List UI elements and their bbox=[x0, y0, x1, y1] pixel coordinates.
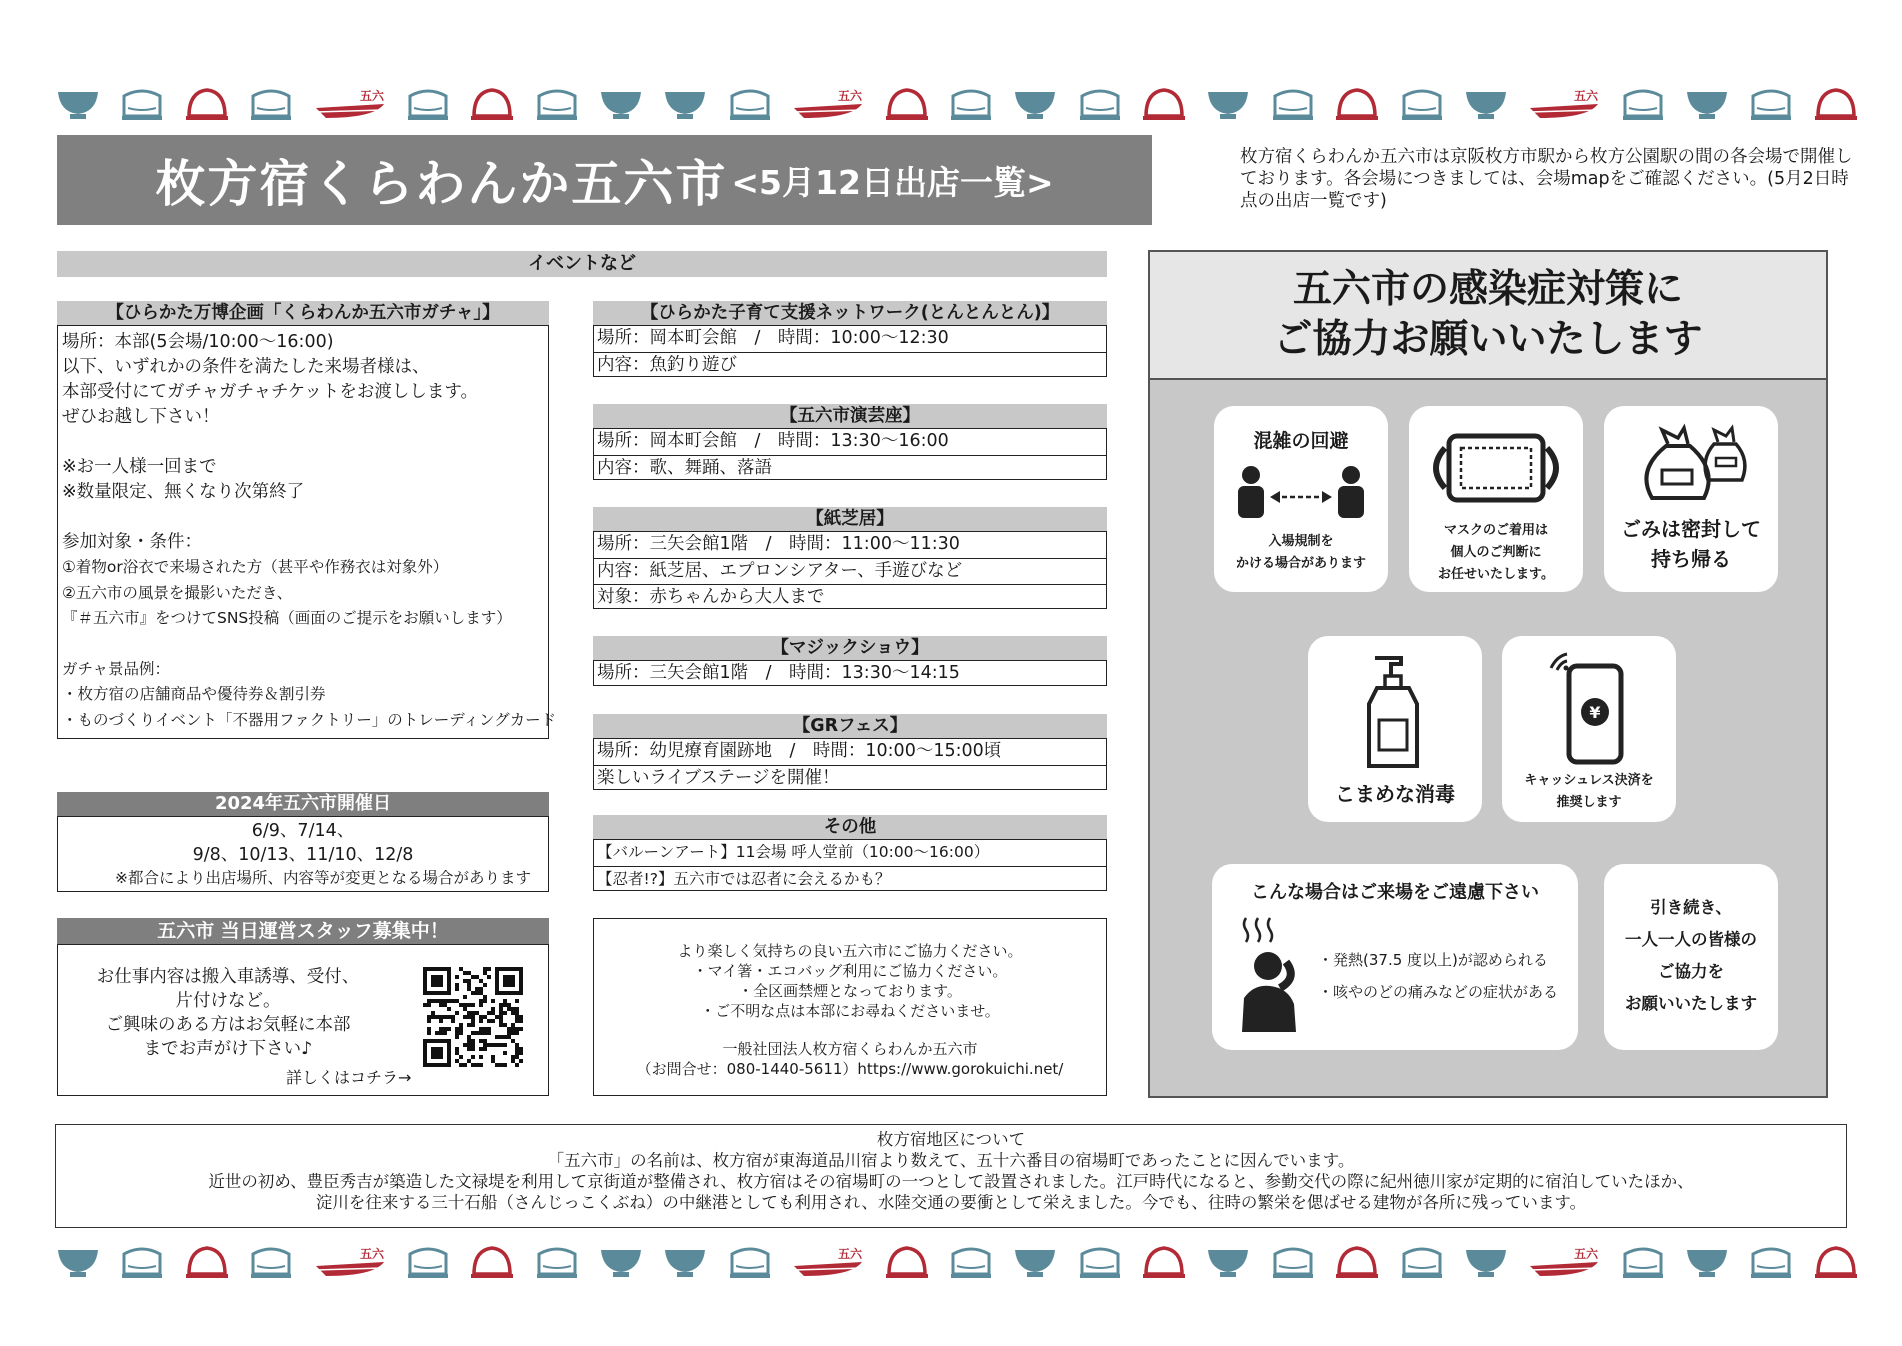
card-thanks-line-1: 引き続き、 bbox=[1650, 898, 1732, 917]
cup-icon bbox=[404, 86, 452, 122]
program-title: 【マジックショウ】 bbox=[593, 636, 1107, 660]
gacha-line: ①着物or浴衣で来場された方（甚平や作務衣は対象外） bbox=[62, 558, 449, 576]
infection-title-line-2: ご協力お願いいたします bbox=[1273, 317, 1703, 362]
brand-mark-text: 五六 bbox=[359, 89, 384, 103]
program-panel bbox=[593, 839, 1107, 891]
card-sanitize-title: こまめな消毒 bbox=[1335, 782, 1455, 806]
cup-icon bbox=[118, 1244, 166, 1280]
rice-bowl-icon bbox=[1812, 86, 1860, 122]
card-thanks-line-4: お願いいたします bbox=[1625, 994, 1757, 1013]
gacha-line: 本部受付にてガチャガチャチケットをお渡しします。 bbox=[62, 382, 478, 402]
card-thanks-line-2: 一人一人の皆様の bbox=[1625, 930, 1757, 949]
mask-tablet-icon bbox=[1421, 428, 1571, 508]
gacha-line bbox=[62, 632, 548, 657]
smartphone-payment-icon bbox=[1539, 646, 1639, 766]
rice-bowl-icon bbox=[183, 86, 231, 122]
qr-code-graphic bbox=[423, 967, 523, 1067]
rice-bowl-icon bbox=[883, 86, 931, 122]
card-sanitize bbox=[1308, 636, 1482, 822]
schedule-dates-1: 6/9、7/14、 bbox=[251, 821, 355, 841]
staff-line-2: 片付けなど。 bbox=[175, 991, 281, 1011]
bowl-icon bbox=[54, 86, 102, 122]
gacha-line: 以下、いずれかの条件を満たした来場者様は、 bbox=[62, 357, 430, 377]
cup-icon bbox=[1269, 1244, 1317, 1280]
social-distance-icon bbox=[1226, 461, 1376, 521]
program-line: 場所：三矢会館1階 / 時間：11:00〜11:30 bbox=[594, 532, 1106, 559]
boat-icon bbox=[790, 86, 866, 122]
staff-body bbox=[68, 965, 388, 1061]
gacha-line: ※お一人様一回まで bbox=[62, 457, 217, 477]
gacha-line: ②五六市の風景を撮影いただき、 bbox=[62, 583, 293, 602]
brand-mark-text: 五六 bbox=[359, 1247, 384, 1261]
notice-line-1: より楽しく気持ちの良い五六市にご協力ください。 bbox=[677, 942, 1023, 960]
gacha-title: 【ひらかた万博企画「くらわんか五六市ガチャ」】 bbox=[57, 301, 549, 325]
card-mask-line-3: お任せいたします。 bbox=[1438, 567, 1554, 582]
rice-bowl-icon bbox=[883, 1244, 931, 1280]
staff-line-4: までお声がけ下さい♪ bbox=[143, 1039, 313, 1059]
card-refrain-title: こんな場合はご来場をご遠慮下さい bbox=[1251, 882, 1539, 903]
program-panel bbox=[593, 531, 1107, 609]
infection-control-panel bbox=[1148, 250, 1828, 1098]
card-refrain bbox=[1212, 864, 1578, 1050]
bowl-icon bbox=[1462, 86, 1510, 122]
staff-panel bbox=[57, 944, 549, 1096]
card-avoid-crowds bbox=[1214, 406, 1388, 592]
brand-mark-text: 五六 bbox=[838, 89, 863, 103]
gacha-line: 『＃五六市』をつけてSNS投稿（画面のご提示をお願いします） bbox=[62, 609, 512, 627]
gacha-line: ぜひお越し下さい！ bbox=[62, 407, 220, 427]
card-refrain-line-1: ・発熱(37.5 度以上)が認められる bbox=[1318, 951, 1548, 969]
bowl-icon bbox=[597, 86, 645, 122]
brand-mark-text: 五六 bbox=[1574, 89, 1599, 103]
gacha-line: 参加対象・条件： bbox=[62, 532, 202, 552]
card-avoid-crowds-note-2: かける場合があります bbox=[1235, 556, 1366, 571]
gacha-line: ※数量限定、無くなり次第終了 bbox=[62, 482, 305, 502]
bowl-icon bbox=[1011, 1244, 1059, 1280]
notice-panel bbox=[593, 918, 1107, 1096]
staff-line-1: お仕事内容は搬入車誘導、受付、 bbox=[96, 967, 360, 987]
gacha-line bbox=[62, 430, 548, 455]
boat-icon bbox=[312, 86, 388, 122]
top-decoration-band bbox=[54, 80, 1860, 122]
program-line: 対象：赤ちゃんから大人まで bbox=[597, 587, 825, 607]
staff-link[interactable]: 詳しくはコチラ→ bbox=[286, 1068, 412, 1087]
schedule-panel bbox=[57, 816, 549, 892]
card-thanks-line-3: ご協力を bbox=[1658, 962, 1724, 981]
boat-icon bbox=[1526, 1244, 1602, 1280]
card-avoid-crowds-note-1: 入場規制を bbox=[1268, 534, 1334, 549]
cup-icon bbox=[1747, 1244, 1795, 1280]
card-garbage-line-1: ごみは密封して bbox=[1621, 517, 1761, 541]
cup-icon bbox=[947, 86, 995, 122]
rice-bowl-icon bbox=[1140, 86, 1188, 122]
card-mask-line-1: マスクのご着用は bbox=[1443, 523, 1548, 538]
district-line-1: 「五六市」の名前は、枚方宿が東海道品川宿より数えて、五十六番目の宿場町であったことに因んでいます。 bbox=[547, 1151, 1355, 1170]
program-panel bbox=[593, 660, 1107, 686]
program-line: 内容：歌、舞踊、落語 bbox=[597, 457, 772, 478]
cup-icon bbox=[1076, 86, 1124, 122]
rice-bowl-icon bbox=[468, 86, 516, 122]
brand-mark-text: 五六 bbox=[1574, 1247, 1599, 1261]
page-title-date: <5月12日出店一覧> bbox=[731, 162, 1054, 202]
card-cashless-line-1: キャッシュレス決済を bbox=[1524, 773, 1654, 788]
rice-bowl-icon bbox=[468, 1244, 516, 1280]
cup-icon bbox=[404, 1244, 452, 1280]
bowl-icon bbox=[661, 1244, 709, 1280]
bowl-icon bbox=[1683, 86, 1731, 122]
bowl-icon bbox=[661, 86, 709, 122]
bowl-icon bbox=[1204, 86, 1252, 122]
cup-icon bbox=[1269, 86, 1317, 122]
infection-title-line-1: 五六市の感染症対策に bbox=[1292, 267, 1683, 312]
gacha-line: ガチャ景品例： bbox=[62, 659, 171, 678]
cup-icon bbox=[1619, 86, 1667, 122]
program-line: 【忍者!?】五六市では忍者に会えるかも？ bbox=[597, 869, 891, 888]
cup-icon bbox=[118, 86, 166, 122]
program-line: 場所：幼児療育園跡地 / 時間：10:00〜15:00頃 bbox=[594, 739, 1106, 766]
card-thanks bbox=[1604, 864, 1778, 1050]
gacha-panel bbox=[57, 325, 557, 739]
card-refrain-line-2: ・咳やのどの痛みなどの症状がある bbox=[1318, 983, 1559, 1001]
card-mask bbox=[1409, 406, 1583, 592]
cup-icon bbox=[533, 1244, 581, 1280]
fever-person-icon bbox=[1226, 914, 1316, 1034]
staff-title: 五六市 当日運営スタッフ募集中！ bbox=[57, 918, 549, 944]
program-line: 楽しいライブステージを開催！ bbox=[597, 767, 840, 788]
cup-icon bbox=[1398, 1244, 1446, 1280]
bowl-icon bbox=[1462, 1244, 1510, 1280]
program-panel bbox=[593, 428, 1107, 480]
rice-bowl-icon bbox=[183, 1244, 231, 1280]
cup-icon bbox=[1076, 1244, 1124, 1280]
bowl-icon bbox=[54, 1244, 102, 1280]
bowl-icon bbox=[1204, 1244, 1252, 1280]
cup-icon bbox=[533, 86, 581, 122]
staff-line-3: ご興味のある方はお気軽に本部 bbox=[105, 1015, 351, 1035]
schedule-dates-2: 9/8、10/13、11/10、12/8 bbox=[192, 845, 414, 865]
intro-text: 枚方宿くらわんか五六市は京阪枚方市駅から枚方公園駅の間の各会場で開催しております。各会場につきましては、会場mapをご確認ください。(5月2日時点の出店一覧です) bbox=[1240, 147, 1853, 211]
notice-line-3: ・全区画禁煙となっております。 bbox=[738, 982, 962, 1000]
bowl-icon bbox=[597, 1244, 645, 1280]
program-title: 【五六市演芸座】 bbox=[593, 404, 1107, 428]
program-title: 【紙芝居】 bbox=[593, 507, 1107, 531]
gacha-line: ・ものづくりイベント「不器用ファクトリー」のトレーディングカード bbox=[62, 710, 557, 729]
sanitizer-bottle-icon bbox=[1355, 650, 1435, 770]
qr-code[interactable] bbox=[423, 967, 523, 1067]
notice-org: 一般社団法人枚方宿くらわんか五六市 bbox=[722, 1040, 978, 1058]
notice-line-2: ・マイ箸・エコバッグ利用にご協力ください。 bbox=[692, 962, 1008, 980]
bottom-decoration-band bbox=[54, 1238, 1860, 1280]
district-title: 枚方宿地区について bbox=[876, 1130, 1026, 1149]
events-header: イベントなど bbox=[57, 251, 1107, 277]
boat-icon bbox=[790, 1244, 866, 1280]
program-title: 【GRフェス】 bbox=[593, 714, 1107, 738]
gacha-lines bbox=[62, 330, 557, 733]
rice-bowl-icon bbox=[1333, 86, 1381, 122]
rice-bowl-icon bbox=[1812, 1244, 1860, 1280]
gacha-line bbox=[62, 505, 548, 530]
card-cashless-line-2: 推奨します bbox=[1556, 795, 1622, 810]
program-line: 内容：紙芝居、エプロンシアター、手遊びなど bbox=[594, 559, 1106, 586]
yen-symbol: ¥ bbox=[1589, 703, 1601, 722]
infection-control-header bbox=[1150, 252, 1826, 380]
cup-icon bbox=[726, 1244, 774, 1280]
program-line: 場所：三矢会館1階 / 時間：13:30〜14:15 bbox=[597, 663, 960, 683]
program-line: 場所：岡本町会館 / 時間：13:30〜16:00 bbox=[594, 429, 1106, 456]
boat-icon bbox=[1526, 86, 1602, 122]
card-garbage-line-2: 持ち帰る bbox=[1651, 547, 1731, 571]
notice-line-4: ・ご不明な点は本部にお尋ねくださいませ。 bbox=[700, 1002, 1000, 1020]
program-line: 内容：魚釣り遊び bbox=[597, 354, 737, 375]
page-title-banner bbox=[57, 135, 1152, 225]
cup-icon bbox=[726, 86, 774, 122]
page-title: 枚方宿くらわんか五六市 bbox=[155, 155, 728, 213]
cup-icon bbox=[1398, 86, 1446, 122]
program-panel bbox=[593, 325, 1107, 377]
card-avoid-crowds-title: 混雑の回避 bbox=[1253, 430, 1349, 452]
bowl-icon bbox=[1011, 86, 1059, 122]
cup-icon bbox=[947, 1244, 995, 1280]
program-line: 【バルーンアート】11会場 呼人堂前（10:00〜16:00） bbox=[594, 840, 1106, 867]
card-garbage bbox=[1604, 406, 1778, 592]
cup-icon bbox=[1747, 86, 1795, 122]
schedule-title: 2024年五六市開催日 bbox=[57, 792, 549, 816]
program-panel bbox=[593, 738, 1107, 790]
card-cashless bbox=[1502, 636, 1676, 822]
program-line: 場所：岡本町会館 / 時間：10:00〜12:30 bbox=[594, 326, 1106, 353]
schedule-note: ※都合により出店場所、内容等が変更となる場合があります bbox=[115, 869, 531, 887]
boat-icon bbox=[312, 1244, 388, 1280]
garbage-bag-icon bbox=[1626, 420, 1756, 506]
district-info bbox=[55, 1124, 1847, 1228]
district-line-3: 淀川を往来する三十石船（さんじっこくぶね）の中継港としても利用され、水陸交通の要衝として栄えました。今でも、往時の繁栄を偲ばせる建物が各所に残っています。 bbox=[315, 1193, 1587, 1212]
program-title: その他 bbox=[593, 815, 1107, 839]
cup-icon bbox=[247, 1244, 295, 1280]
gacha-line: ・枚方宿の店舗商品や優待券＆割引券 bbox=[62, 685, 326, 703]
notice-contact[interactable]: （お問合せ：080-1440-5611）https://www.gorokuichi.net/ bbox=[636, 1060, 1064, 1078]
program-title: 【ひらかた子育て支援ネットワーク(とんとんとん)】 bbox=[593, 301, 1107, 325]
rice-bowl-icon bbox=[1140, 1244, 1188, 1280]
rice-bowl-icon bbox=[1333, 1244, 1381, 1280]
district-line-2: 近世の初め、豊臣秀吉が築造した文禄堤を利用して京街道が整備され、枚方宿はその宿場町の一つとして設置されました。江戸時代になると、参勤交代の際に紀州徳川家が定期的に宿泊していたほか、 bbox=[208, 1172, 1694, 1191]
brand-mark-text: 五六 bbox=[838, 1247, 863, 1261]
cup-icon bbox=[247, 86, 295, 122]
bowl-icon bbox=[1683, 1244, 1731, 1280]
card-mask-line-2: 個人のご判断に bbox=[1450, 545, 1542, 560]
gacha-line: 場所：本部(5会場/10:00〜16:00) bbox=[62, 332, 334, 352]
cup-icon bbox=[1619, 1244, 1667, 1280]
